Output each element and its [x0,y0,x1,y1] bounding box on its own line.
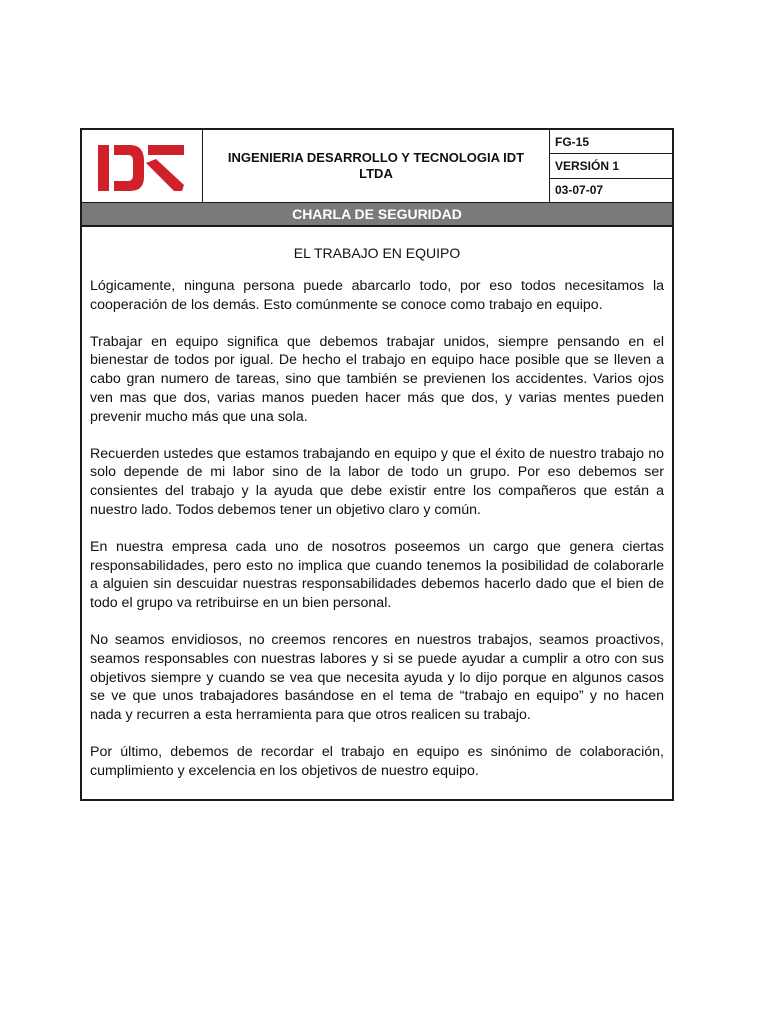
paragraph: Recuerden ustedes que estamos trabajando en equipo y que el éxito de nuestro trabajo no solo depende de mi labor sino de la labor de todo un grupo. Por eso debemos ser consientes del trabajo y la ayuda que debe existir entre los compañeros que están a nuestro lado. Todos debemos tener un objetivo claro y común. [90,445,664,518]
document-header [82,130,672,203]
paragraph: No seamos envidiosos, no creemos rencores en nuestros trabajos, seamos proactivos, seamos responsables con nuestras labores y si se puede ayudar a cumplir a otro con sus objetivos siempre y cuando se vea que necesita ayuda y lo dijo porque en algunos casos se ve que unos trabajadores basándose en el tema de “trabajo en equipo” y no hacen nada y recurren a esta herramienta para que otros realicen su trabajo. [90,631,664,724]
paragraph: Lógicamente, ninguna persona puede abarcarlo todo, por eso todos necesitamos la cooperación de los demás. Esto comúnmente se conoce como trabajo en equipo. [90,278,664,313]
paragraph: En nuestra empresa cada uno de nosotros poseemos un cargo que genera ciertas responsabilidades, pero esto no implica que cuando tenemos la posibilidad de colaborarle a alguien sin descuidar nuestras responsabilidades debemos hacerlo dado que el bien de todo el grupo va retribuirse en un bien personal. [90,538,664,612]
talk-title: EL TRABAJO EN EQUIPO [293,245,461,261]
document-meta [550,130,672,202]
company-name: INGENIERIA DESARROLLO Y TECNOLOGIA IDT LTDA [203,130,550,202]
document-version: VERSIÓN 1 [550,154,672,178]
safety-talk-document [80,128,674,801]
talk-content [82,227,672,799]
document-code: FG-15 [550,130,672,154]
logo-cell [82,130,203,202]
paragraph: Trabajar en equipo significa que debemos trabajar unidos, siempre pensando en el bienestar de todos por igual. De hecho el trabajo en equipo hace posible que se lleven a cabo gran numero de tareas, sino que también se previenen los accidentes. Varios ojos ven mas que dos, varias manos pueden hacer más que dos, y varias mentes pueden prevenir mucho más que una sola. [90,333,664,425]
paragraph: Por último, debemos de recordar el trabajo en equipo es sinónimo de colaboración, cumplimiento y excelencia en los objetivos de nuestro equipo. [90,743,664,779]
idt-logo-icon [96,137,188,195]
document-date: 03-07-07 [555,183,604,198]
section-banner: CHARLA DE SEGURIDAD [82,203,672,227]
